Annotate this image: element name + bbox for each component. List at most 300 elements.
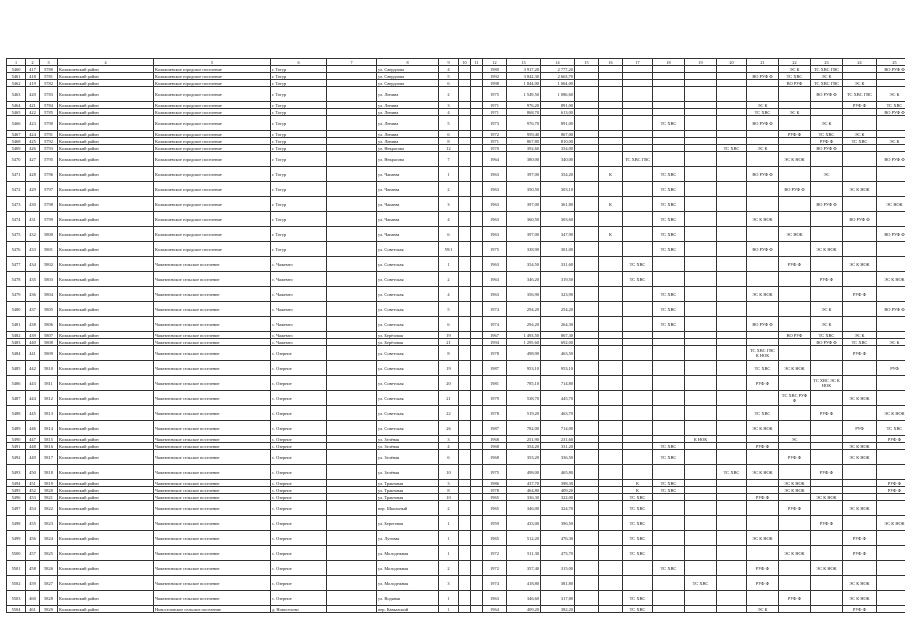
table-cell bbox=[471, 242, 483, 257]
table-cell: 438 bbox=[26, 317, 40, 332]
table-cell bbox=[779, 87, 811, 102]
table-cell: РУФ Ф bbox=[747, 576, 779, 591]
table-cell: 397,00 bbox=[507, 227, 541, 242]
table-cell bbox=[877, 443, 905, 450]
table-cell bbox=[779, 317, 811, 332]
table-cell bbox=[685, 212, 717, 227]
table-cell: ул. Зелёная bbox=[377, 443, 439, 450]
table-cell bbox=[327, 487, 377, 494]
table-cell bbox=[717, 591, 747, 606]
table-cell: РУФ Ф bbox=[779, 131, 811, 138]
table-cell: Колпашевский район bbox=[58, 145, 154, 152]
table-cell: ТС ХВС bbox=[747, 406, 779, 421]
table-cell bbox=[599, 152, 623, 167]
table-row bbox=[7, 66, 905, 73]
table-cell: с. Озерное bbox=[271, 406, 327, 421]
table-cell: Чажемтовское сельское поселение bbox=[154, 480, 271, 487]
table-cell bbox=[459, 197, 471, 212]
table-cell: Чажемтовское сельское поселение bbox=[154, 376, 271, 391]
table-cell: 19 bbox=[439, 361, 459, 376]
column-number: 25 bbox=[877, 59, 905, 66]
table-cell: ул. Молодежная bbox=[377, 576, 439, 591]
table-cell bbox=[717, 152, 747, 167]
table-cell: г. Тогур bbox=[271, 131, 327, 138]
table-cell bbox=[843, 227, 877, 242]
table-cell bbox=[843, 516, 877, 531]
table-cell: 1967 bbox=[483, 332, 507, 339]
table-cell: с. Озерное bbox=[271, 391, 327, 406]
table-cell bbox=[685, 494, 717, 501]
table-row bbox=[7, 73, 905, 80]
table-cell bbox=[717, 332, 747, 339]
table-cell: 1963 bbox=[483, 212, 507, 227]
table-cell: ТС ХВС bbox=[623, 531, 653, 546]
table-cell: Колпашевский район bbox=[58, 152, 154, 167]
table-cell bbox=[685, 487, 717, 494]
table-cell: с. Чажемто bbox=[271, 287, 327, 302]
table-cell: Колпашевский район bbox=[58, 227, 154, 242]
table-cell bbox=[779, 138, 811, 145]
table-cell: г. Тогур bbox=[271, 80, 327, 87]
table-cell: ЭС К bbox=[811, 116, 843, 131]
table-cell bbox=[575, 167, 599, 182]
table-cell: Колпашевский район bbox=[58, 212, 154, 227]
table-cell: 322,00 bbox=[541, 494, 575, 501]
table-cell: 1975 bbox=[483, 87, 507, 102]
table-cell bbox=[717, 421, 747, 436]
table-cell: ул. Советская bbox=[377, 257, 439, 272]
table-cell bbox=[747, 450, 779, 465]
table-cell bbox=[327, 561, 377, 576]
table-cell bbox=[459, 576, 471, 591]
table-cell: 714,80 bbox=[541, 376, 575, 391]
table-cell: 714,00 bbox=[541, 421, 575, 436]
table-cell: 3 bbox=[439, 576, 459, 591]
table-cell bbox=[747, 332, 779, 339]
table-cell: РУФ Ф bbox=[811, 406, 843, 421]
table-row bbox=[7, 465, 905, 480]
table-cell bbox=[653, 391, 685, 406]
table-cell: 354,50 bbox=[507, 257, 541, 272]
table-cell bbox=[327, 227, 377, 242]
table-cell: ТС ХВС ГВС К НОК bbox=[747, 346, 779, 361]
table-cell: ул. Некрасова bbox=[377, 152, 439, 167]
table-cell: ТС ХВС bbox=[717, 465, 747, 480]
table-cell: 360,50 bbox=[507, 212, 541, 227]
table-cell bbox=[717, 80, 747, 87]
table-cell bbox=[459, 332, 471, 339]
table-cell: ВО РУФ Ф bbox=[843, 212, 877, 227]
table-cell: ТС ХВС bbox=[623, 501, 653, 516]
table-cell: ЭС К НОК bbox=[779, 480, 811, 487]
table-cell: с. Озерное bbox=[271, 546, 327, 561]
table-cell bbox=[459, 272, 471, 287]
table-cell: 5790 bbox=[40, 116, 58, 131]
table-cell bbox=[471, 212, 483, 227]
table-cell: г. Тогур bbox=[271, 138, 327, 145]
table-cell: 1992 bbox=[483, 73, 507, 80]
table-cell: г. Тогур bbox=[271, 152, 327, 167]
column-number: 21 bbox=[747, 59, 779, 66]
table-cell: Колпашевский район bbox=[58, 66, 154, 73]
table-cell: ВО РУФ Ф bbox=[877, 152, 905, 167]
table-cell bbox=[747, 501, 779, 516]
table-cell: 5807 bbox=[40, 332, 58, 339]
table-cell: 1 bbox=[439, 606, 459, 613]
spreadsheet-page bbox=[6, 58, 905, 613]
table-cell bbox=[471, 272, 483, 287]
table-cell: 5802 bbox=[40, 257, 58, 272]
table-cell: 433,00 bbox=[507, 516, 541, 531]
table-cell: 303,10 bbox=[541, 182, 575, 197]
table-cell: 3 917,20 bbox=[507, 66, 541, 73]
table-cell bbox=[877, 242, 905, 257]
table-cell: ВО РУФ Ф bbox=[877, 227, 905, 242]
table-cell: ВО РУФ Ф bbox=[747, 242, 779, 257]
table-cell bbox=[623, 376, 653, 391]
table-cell bbox=[471, 109, 483, 116]
table-cell bbox=[877, 576, 905, 591]
table-cell bbox=[575, 138, 599, 145]
table-cell: 437,70 bbox=[507, 480, 541, 487]
table-cell bbox=[599, 546, 623, 561]
table-cell bbox=[685, 138, 717, 145]
table-cell bbox=[575, 346, 599, 361]
table-cell bbox=[471, 443, 483, 450]
table-cell: 519,20 bbox=[507, 406, 541, 421]
table-cell: К НОК bbox=[685, 436, 717, 443]
table-cell: 409,20 bbox=[541, 487, 575, 494]
table-cell bbox=[779, 494, 811, 501]
column-number: 6 bbox=[271, 59, 327, 66]
table-cell: 1970 bbox=[483, 145, 507, 152]
table-cell: Колпашевский район bbox=[58, 116, 154, 131]
table-cell bbox=[779, 102, 811, 109]
table-cell bbox=[599, 531, 623, 546]
table-cell bbox=[599, 182, 623, 197]
table-cell: ТС ХВС bbox=[811, 131, 843, 138]
table-cell: РУФ Ф bbox=[843, 287, 877, 302]
table-cell: 5486 bbox=[7, 376, 26, 391]
column-number: 20 bbox=[717, 59, 747, 66]
table-cell bbox=[575, 576, 599, 591]
table-cell bbox=[877, 80, 905, 87]
table-cell: ВО РУФ Ф bbox=[811, 339, 843, 346]
table-cell: К bbox=[599, 167, 623, 182]
table-cell bbox=[717, 443, 747, 450]
table-cell: Колпашевское городское поселение bbox=[154, 182, 271, 197]
table-cell: 301,00 bbox=[541, 242, 575, 257]
table-row bbox=[7, 302, 905, 317]
table-cell: 1964 bbox=[483, 606, 507, 613]
table-cell: 891,00 bbox=[541, 102, 575, 109]
table-cell bbox=[623, 465, 653, 480]
table-cell: Чажемтовское сельское поселение bbox=[154, 257, 271, 272]
column-number: 12 bbox=[483, 59, 507, 66]
table-cell: Чажемтовское сельское поселение bbox=[154, 391, 271, 406]
table-cell bbox=[717, 257, 747, 272]
table-cell bbox=[747, 487, 779, 494]
table-cell: 4 bbox=[439, 287, 459, 302]
table-cell: с. Озерное bbox=[271, 531, 327, 546]
table-cell: 2 bbox=[439, 561, 459, 576]
table-cell: ЭС К bbox=[877, 87, 905, 102]
table-cell bbox=[685, 480, 717, 487]
table-cell bbox=[459, 494, 471, 501]
table-cell bbox=[717, 450, 747, 465]
table-cell: 498,00 bbox=[507, 465, 541, 480]
table-cell: 430 bbox=[26, 197, 40, 212]
column-number: 17 bbox=[623, 59, 653, 66]
table-cell bbox=[575, 116, 599, 131]
table-cell bbox=[459, 152, 471, 167]
table-cell bbox=[717, 212, 747, 227]
table-cell: ТС ХВС bbox=[653, 212, 685, 227]
table-cell: ул. Ленина bbox=[377, 138, 439, 145]
table-cell bbox=[327, 591, 377, 606]
table-cell: 5479 bbox=[7, 287, 26, 302]
table-cell: 1968 bbox=[483, 450, 507, 465]
table-cell: ЭС К НОК bbox=[747, 531, 779, 546]
table-cell: 392,60 bbox=[507, 145, 541, 152]
table-cell: с. Озерное bbox=[271, 346, 327, 361]
table-cell bbox=[575, 516, 599, 531]
table-cell bbox=[685, 145, 717, 152]
table-cell bbox=[327, 242, 377, 257]
table-row bbox=[7, 480, 905, 487]
table-cell bbox=[685, 501, 717, 516]
table-cell bbox=[327, 182, 377, 197]
table-cell: ЭС К НОК bbox=[877, 272, 905, 287]
table-cell bbox=[685, 80, 717, 87]
table-row bbox=[7, 317, 905, 332]
table-cell: ВО РУФ Ф bbox=[811, 197, 843, 212]
table-cell bbox=[811, 391, 843, 406]
table-cell bbox=[779, 339, 811, 346]
table-cell bbox=[653, 102, 685, 109]
table-cell: ЭС НОК bbox=[877, 197, 905, 212]
table-cell: РУФ Ф bbox=[877, 480, 905, 487]
table-cell bbox=[623, 317, 653, 332]
table-cell bbox=[459, 87, 471, 102]
table-cell bbox=[623, 145, 653, 152]
table-cell: 397,00 bbox=[507, 167, 541, 182]
table-cell: Колпашевское городское поселение bbox=[154, 66, 271, 73]
table-cell: 434 bbox=[26, 257, 40, 272]
table-cell bbox=[623, 212, 653, 227]
table-row bbox=[7, 197, 905, 212]
table-cell bbox=[717, 272, 747, 287]
table-cell: с. Чажемто bbox=[271, 257, 327, 272]
table-cell bbox=[653, 152, 685, 167]
table-cell: 2 bbox=[439, 87, 459, 102]
table-cell bbox=[459, 116, 471, 131]
table-cell: РУФ Ф bbox=[779, 257, 811, 272]
table-cell bbox=[843, 197, 877, 212]
table-cell bbox=[623, 73, 653, 80]
table-cell: с. Озерное bbox=[271, 465, 327, 480]
table-cell: РУФ Ф bbox=[811, 138, 843, 145]
table-cell: 1 844,00 bbox=[507, 80, 541, 87]
column-number: 10 bbox=[459, 59, 471, 66]
table-cell bbox=[459, 73, 471, 80]
table-cell: 425 bbox=[26, 138, 40, 145]
table-cell: 953,10 bbox=[541, 361, 575, 376]
table-cell bbox=[653, 465, 685, 480]
table-cell: РУФ bbox=[877, 361, 905, 376]
column-number: 15 bbox=[575, 59, 599, 66]
table-cell: 396,50 bbox=[541, 516, 575, 531]
table-cell: ТС ХВС bbox=[653, 242, 685, 257]
table-cell: 1973 bbox=[483, 116, 507, 131]
table-cell bbox=[327, 576, 377, 591]
table-cell: Чажемтовское сельское поселение bbox=[154, 450, 271, 465]
table-cell: ул. Чапаева bbox=[377, 227, 439, 242]
table-cell: Колпашевское городское поселение bbox=[154, 197, 271, 212]
table-cell: 867,80 bbox=[507, 138, 541, 145]
table-cell bbox=[327, 73, 377, 80]
table-cell bbox=[459, 317, 471, 332]
table-cell: РУФ Ф bbox=[843, 606, 877, 613]
table-cell: 331,60 bbox=[541, 257, 575, 272]
table-cell bbox=[459, 421, 471, 436]
table-cell: Колпашевский район bbox=[58, 109, 154, 116]
table-cell bbox=[327, 102, 377, 109]
table-row bbox=[7, 182, 905, 197]
table-cell: 1971 bbox=[483, 102, 507, 109]
table-cell: Колпашевское городское поселение bbox=[154, 109, 271, 116]
table-cell: Чажемтовское сельское поселение bbox=[154, 332, 271, 339]
table-cell bbox=[717, 339, 747, 346]
table-cell: 251,90 bbox=[507, 436, 541, 443]
table-cell: 458 bbox=[26, 561, 40, 576]
table-cell: д. Новоселово bbox=[271, 606, 327, 613]
table-cell bbox=[459, 212, 471, 227]
table-cell: ул. Зелёная bbox=[377, 465, 439, 480]
table-cell: 5466 bbox=[7, 116, 26, 131]
table-cell: 5810 bbox=[40, 361, 58, 376]
table-cell: 1974 bbox=[483, 302, 507, 317]
table-cell bbox=[811, 346, 843, 361]
table-cell bbox=[459, 302, 471, 317]
table-cell bbox=[685, 272, 717, 287]
table-cell: 433 bbox=[26, 242, 40, 257]
table-cell bbox=[811, 361, 843, 376]
table-row bbox=[7, 546, 905, 561]
table-cell bbox=[599, 302, 623, 317]
table-cell bbox=[877, 332, 905, 339]
table-cell: ул. Луговая bbox=[377, 531, 439, 546]
table-cell bbox=[685, 376, 717, 391]
table-cell bbox=[779, 516, 811, 531]
table-cell: Колпашевский район bbox=[58, 501, 154, 516]
table-cell: 5472 bbox=[7, 182, 26, 197]
table-cell bbox=[717, 376, 747, 391]
table-cell bbox=[877, 131, 905, 138]
table-cell: ЭС К НОК bbox=[779, 152, 811, 167]
table-cell bbox=[459, 66, 471, 73]
table-cell: РУФ Ф bbox=[779, 450, 811, 465]
table-cell bbox=[747, 257, 779, 272]
table-cell: 1974 bbox=[483, 317, 507, 332]
table-cell: ТС ХВС bbox=[623, 494, 653, 501]
table-cell: Колпашевский район bbox=[58, 391, 154, 406]
table-cell: 350,50 bbox=[507, 182, 541, 197]
table-cell: 1965 bbox=[483, 494, 507, 501]
table-cell: ВО РУФ Ф bbox=[779, 182, 811, 197]
table-cell: 1 bbox=[439, 167, 459, 182]
table-cell: Колпашевский район bbox=[58, 257, 154, 272]
table-cell bbox=[327, 465, 377, 480]
table-cell bbox=[459, 450, 471, 465]
table-cell bbox=[779, 272, 811, 287]
table-cell: 5827 bbox=[40, 576, 58, 591]
table-cell: ТС ХВС bbox=[653, 487, 685, 494]
table-cell bbox=[877, 391, 905, 406]
table-cell: ТС ХВС bbox=[623, 606, 653, 613]
table-cell bbox=[779, 465, 811, 480]
table-cell bbox=[811, 102, 843, 109]
table-cell bbox=[811, 212, 843, 227]
table-cell: ул. Ленина bbox=[377, 131, 439, 138]
table-cell bbox=[877, 561, 905, 576]
table-cell bbox=[471, 546, 483, 561]
table-cell bbox=[685, 561, 717, 576]
table-cell: 5478 bbox=[7, 272, 26, 287]
table-cell bbox=[471, 465, 483, 480]
table-cell bbox=[747, 391, 779, 406]
table-row bbox=[7, 80, 905, 87]
table-cell: ТС ХВС bbox=[685, 576, 717, 591]
table-cell: ВО РУФ Ф bbox=[877, 66, 905, 73]
table-cell bbox=[843, 152, 877, 167]
table-row bbox=[7, 406, 905, 421]
table-cell: 6 bbox=[439, 317, 459, 332]
table-cell: 1971 bbox=[483, 109, 507, 116]
table-cell bbox=[717, 546, 747, 561]
table-cell: 1978 bbox=[483, 487, 507, 494]
table-cell: Колпашевский район bbox=[58, 591, 154, 606]
table-cell: 419 bbox=[26, 80, 40, 87]
table-cell: 1998 bbox=[483, 80, 507, 87]
table-cell bbox=[877, 212, 905, 227]
table-cell: 1963 bbox=[483, 287, 507, 302]
table-cell: ЭС К bbox=[811, 317, 843, 332]
table-cell: 356,90 bbox=[507, 287, 541, 302]
table-cell: Колпашевский район bbox=[58, 287, 154, 302]
table-cell bbox=[599, 443, 623, 450]
table-cell: 294,20 bbox=[507, 302, 541, 317]
table-cell: 427 bbox=[26, 152, 40, 167]
table-cell bbox=[327, 302, 377, 317]
table-cell bbox=[471, 317, 483, 332]
table-cell bbox=[779, 287, 811, 302]
table-cell bbox=[575, 212, 599, 227]
table-cell: с. Озерное bbox=[271, 361, 327, 376]
table-cell: 5463 bbox=[7, 87, 26, 102]
table-cell bbox=[685, 131, 717, 138]
table-cell: 1963 bbox=[483, 257, 507, 272]
table-cell: с. Озерное bbox=[271, 561, 327, 576]
table-cell: г. Тогур bbox=[271, 212, 327, 227]
table-cell: 5503 bbox=[7, 591, 26, 606]
table-cell bbox=[843, 465, 877, 480]
table-cell: 5467 bbox=[7, 131, 26, 138]
table-cell: 409,20 bbox=[507, 606, 541, 613]
table-cell bbox=[327, 272, 377, 287]
table-cell bbox=[471, 131, 483, 138]
table-cell bbox=[471, 152, 483, 167]
